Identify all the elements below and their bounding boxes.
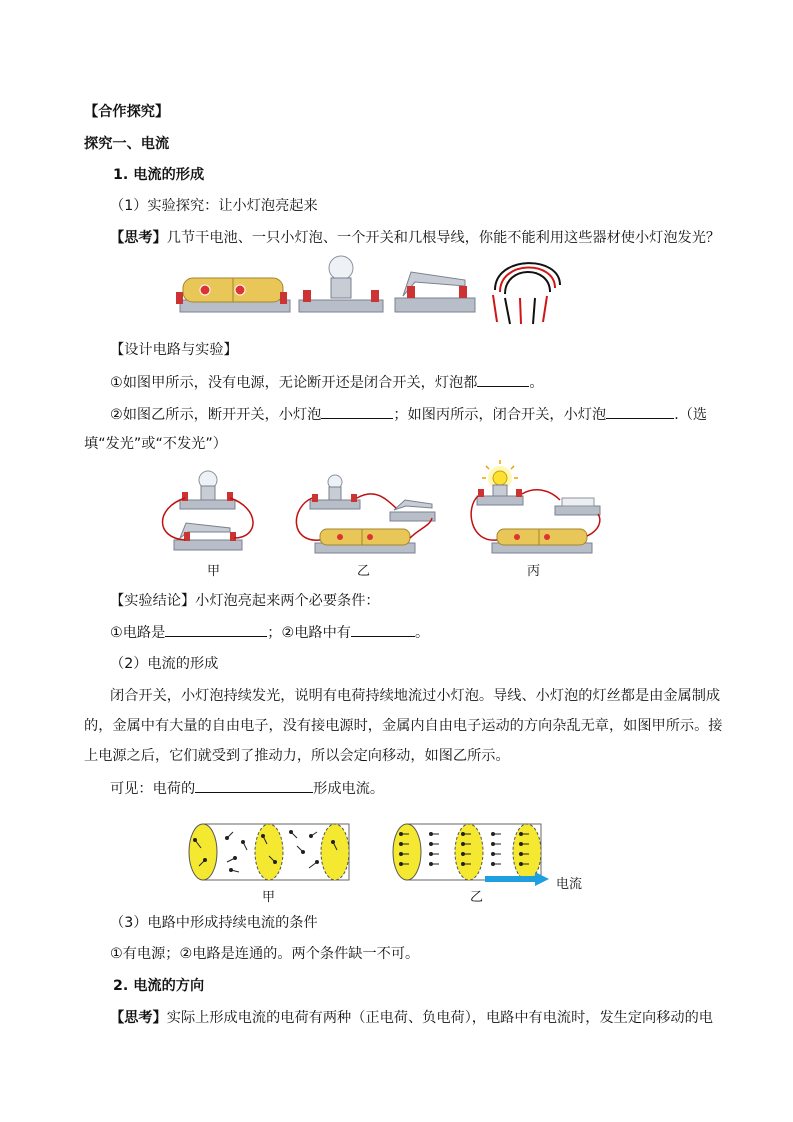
- conclusion-text: 小灯泡亮起来两个必要条件：: [195, 593, 380, 609]
- design-tag: 【设计电路与实验】: [110, 342, 238, 358]
- think1-line: [110, 228, 720, 248]
- conclusion-tag: 【实验结论】: [110, 593, 196, 609]
- sub2-text: （2）电流的形成: [110, 656, 219, 672]
- circuit-figures: [150, 458, 620, 558]
- q2-text-d: 填“发光”或“不发光”）: [84, 436, 227, 452]
- see-text-a: 可见：电荷的: [110, 781, 196, 797]
- fig-label-bing: 丙: [527, 564, 541, 579]
- q2-answer-blank-1[interactable]: [321, 404, 393, 419]
- sub3-text: （3）电路中形成持续电流的条件: [110, 915, 318, 931]
- cond-answer-blank-2[interactable]: [351, 622, 415, 637]
- equipment-figure: [175, 250, 565, 332]
- fig-label-yi: 乙: [357, 564, 371, 579]
- bulb-holder: [299, 256, 383, 312]
- item2-title: 2. 电流的方向: [113, 978, 205, 994]
- para-line-1: 闭合开关，小灯泡持续发光，说明有电荷持续地流过小灯泡。导线、小灯泡的灯丝都是由金属制成: [110, 688, 721, 704]
- wire-yi: [393, 824, 549, 886]
- q1-end: 。: [529, 375, 544, 391]
- cond-text-a: ①电路是: [110, 625, 166, 641]
- para-line-2: 的，金属中有大量的自由电子，没有接电源时，金属内自由电子运动的方向杂乱无章，如图甲所示。接: [84, 718, 723, 734]
- conditions-line: [110, 622, 429, 643]
- q2-text-b: ；如图丙所示，闭合开关，小灯泡: [393, 407, 607, 423]
- q2-text-a: ②如图乙所示，断开开关，小灯泡: [110, 407, 322, 423]
- think1-tag: 【思考】: [110, 230, 167, 246]
- see-answer-blank[interactable]: [195, 778, 313, 793]
- sub1-text: （1）实验探究：让小灯泡亮起来: [110, 198, 318, 214]
- q1-text: ①如图甲所示，没有电源，无论断开还是闭合开关，灯泡都: [110, 375, 478, 391]
- question-1: [110, 372, 544, 393]
- switch: [395, 272, 475, 312]
- q2-answer-blank-2[interactable]: [606, 404, 674, 419]
- wires: [493, 263, 560, 324]
- cond3-text: ①有电源；②电路是连通的。两个条件缺一不可。: [110, 946, 420, 962]
- think1-text: 几节干电池、一只小灯泡、一个开关和几根导线，你能不能利用这些器材使小灯泡发光？: [166, 230, 721, 246]
- circuit-yi: [296, 475, 435, 553]
- think2-tag: 【思考】: [110, 1010, 167, 1026]
- wire-jia: [189, 824, 349, 880]
- fig-label-jia: 甲: [207, 564, 221, 579]
- think2-text: 实际上形成电流的电荷有两种（正电荷、负电荷），电路中有电流时，发生定向移动的电: [166, 1010, 713, 1026]
- see-text-b: 形成电流。: [313, 781, 385, 797]
- electron-figure: [185, 818, 585, 890]
- cond-text-b: ；②电路中有: [267, 625, 351, 641]
- conclusion-line: [110, 591, 380, 611]
- part1-heading: 探究一、电流: [84, 136, 170, 152]
- question-2: [110, 404, 707, 425]
- q1-answer-blank[interactable]: [477, 372, 529, 387]
- battery-holder: [176, 278, 290, 312]
- cond-answer-blank-1[interactable]: [165, 622, 267, 637]
- circuit-bing: [471, 460, 600, 553]
- section-heading: 【合作探究】: [84, 104, 170, 120]
- think2-line: [110, 1008, 713, 1028]
- q2-text-c: .（选: [674, 407, 708, 423]
- conclusion-see: [110, 778, 384, 799]
- item1-title: 1. 电流的形成: [113, 167, 205, 183]
- cond-text-c: 。: [414, 625, 430, 641]
- current-label: 电流: [556, 877, 583, 892]
- para-line-3: 上电源之后，它们就受到了推动力，所以会定向移动，如图乙所示。: [84, 748, 510, 764]
- fig2-label-jia: 甲: [262, 890, 276, 905]
- circuit-jia: [163, 471, 254, 550]
- fig2-label-yi: 乙: [470, 890, 484, 905]
